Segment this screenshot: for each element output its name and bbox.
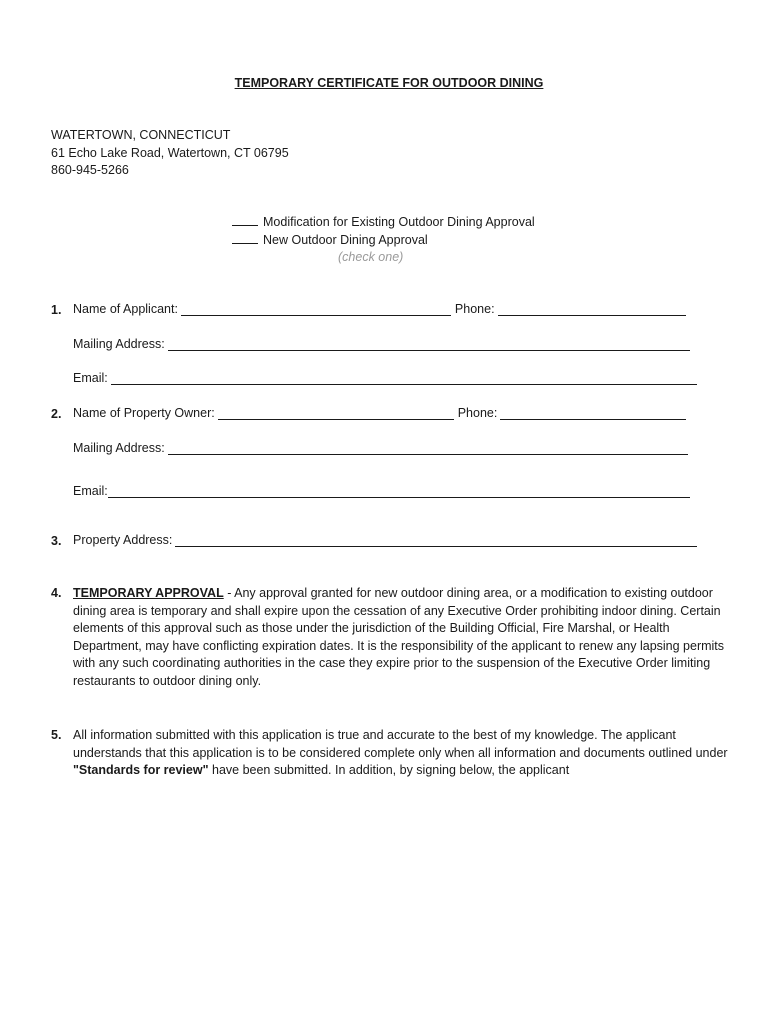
applicant-email-label: Email:: [73, 371, 108, 385]
temporary-approval-heading: TEMPORARY APPROVAL: [73, 586, 224, 600]
certification-text-start: All information submitted with this application is true and accurate to the best of my knowledge. The applicant understands that this application is to be considered complete only when all information and documents outlined under: [73, 728, 728, 760]
approval-type-options: [232, 214, 535, 267]
item-1-number: 1.: [51, 303, 62, 317]
document-title: TEMPORARY CERTIFICATE FOR OUTDOOR DINING: [234, 76, 544, 90]
applicant-mailing-row: [73, 337, 690, 351]
certification-text-end: have been submitted. In addition, by signing below, the applicant: [208, 763, 570, 777]
option-modification-checkbox-line[interactable]: [232, 214, 258, 226]
office-address-block: [51, 127, 289, 180]
applicant-name-field[interactable]: [181, 303, 451, 316]
option-modification: [232, 214, 535, 232]
owner-name-label: Name of Property Owner:: [73, 406, 215, 420]
office-phone: 860-945-5266: [51, 163, 129, 177]
owner-mailing-row: [73, 441, 688, 455]
property-address-label: Property Address:: [73, 533, 173, 547]
item-2-number: 2.: [51, 407, 62, 421]
owner-name-field[interactable]: [218, 407, 454, 420]
owner-email-field[interactable]: [108, 485, 690, 498]
option-new-checkbox-line[interactable]: [232, 232, 258, 244]
applicant-phone-label: Phone:: [454, 302, 495, 316]
applicant-row: [73, 302, 686, 316]
office-street: 61 Echo Lake Road, Watertown, CT 06795: [51, 145, 289, 160]
applicant-mailing-field[interactable]: [168, 338, 690, 351]
owner-phone-field[interactable]: [500, 407, 686, 420]
option-modification-label: Modification for Existing Outdoor Dining Approval: [263, 215, 535, 229]
option-new: [232, 232, 535, 250]
check-one-hint: (check one): [338, 250, 404, 264]
owner-mailing-field[interactable]: [168, 442, 688, 455]
office-town: WATERTOWN, CONNECTICUT: [51, 128, 231, 142]
owner-mailing-label: Mailing Address:: [73, 441, 165, 455]
owner-row: [73, 406, 686, 420]
item-3-number: 3.: [51, 534, 62, 548]
applicant-name-label: Name of Applicant:: [73, 302, 178, 316]
applicant-mailing-label: Mailing Address:: [73, 337, 165, 351]
temporary-approval-text: - Any approval granted for new outdoor dining area, or a modification to existing outdoor dining area is temporary and shall expire upon the cessation of any Executive Order prohibiting indoor dining. Certain elements of this approval such as those under the jurisdiction of the Building Official, Fire Marshal, or Health Department, may have conflicting expiration dates. It is the responsibility of the applicant to renew any lapsing permits with any such coordinating authorities in the case they expire prior to the suspension of the Executive Order limiting restaurants to outdoor dining only.: [73, 586, 725, 688]
standards-for-review-emphasis: "Standards for review": [73, 763, 209, 777]
property-address-field[interactable]: [175, 534, 697, 547]
applicant-phone-field[interactable]: [498, 303, 686, 316]
owner-email-label: Email:: [73, 484, 108, 498]
item-4-number: 4.: [51, 586, 62, 600]
owner-email-row: [73, 484, 690, 498]
property-address-row: [73, 533, 697, 547]
temporary-approval-paragraph: [73, 585, 733, 690]
applicant-email-field[interactable]: [111, 372, 697, 385]
owner-phone-label: Phone:: [457, 406, 498, 420]
certification-paragraph: [73, 727, 733, 780]
option-new-label: New Outdoor Dining Approval: [263, 232, 428, 247]
applicant-email-row: [73, 371, 697, 385]
item-5-number: 5.: [51, 728, 62, 742]
